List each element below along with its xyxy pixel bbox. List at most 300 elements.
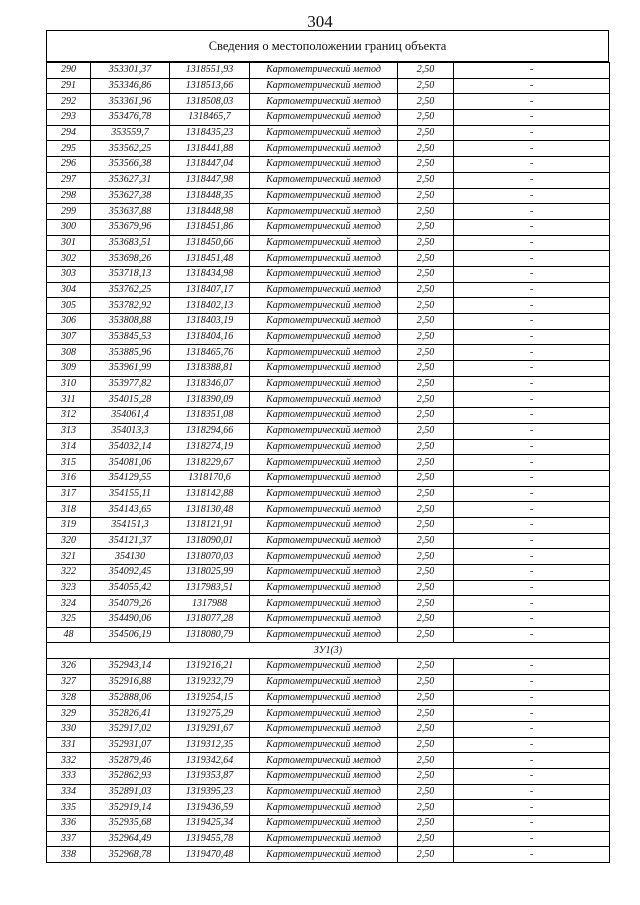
coordinate-y-cell: 1318451,48 xyxy=(170,251,250,267)
table-row xyxy=(47,376,610,392)
coordinate-x-cell: 354055,42 xyxy=(91,580,170,596)
point-number-cell: 315 xyxy=(47,455,91,471)
table-row xyxy=(47,94,610,110)
note-cell: - xyxy=(454,251,610,267)
coordinate-y-cell: 1318451,86 xyxy=(170,219,250,235)
coordinate-y-cell: 1318390,09 xyxy=(170,392,250,408)
note-cell: - xyxy=(454,768,610,784)
note-cell: - xyxy=(454,188,610,204)
coordinate-y-cell: 1317983,51 xyxy=(170,580,250,596)
accuracy-cell: 2,50 xyxy=(398,78,454,94)
point-number-cell: 316 xyxy=(47,470,91,486)
method-cell: Картометрический метод xyxy=(250,408,398,424)
table-row xyxy=(47,392,610,408)
note-cell: - xyxy=(454,706,610,722)
method-cell: Картометрический метод xyxy=(250,94,398,110)
accuracy-cell: 2,50 xyxy=(398,753,454,769)
accuracy-cell: 2,50 xyxy=(398,486,454,502)
table-row xyxy=(47,517,610,533)
coordinate-y-cell: 1319254,15 xyxy=(170,690,250,706)
point-number-cell: 332 xyxy=(47,753,91,769)
table-row xyxy=(47,298,610,314)
accuracy-cell: 2,50 xyxy=(398,455,454,471)
method-cell: Картометрический метод xyxy=(250,533,398,549)
table-row xyxy=(47,125,610,141)
accuracy-cell: 2,50 xyxy=(398,706,454,722)
table-row xyxy=(47,768,610,784)
point-number-cell: 320 xyxy=(47,533,91,549)
coordinate-y-cell: 1318448,98 xyxy=(170,204,250,220)
method-cell: Картометрический метод xyxy=(250,110,398,126)
coordinate-x-cell: 353718,13 xyxy=(91,266,170,282)
point-number-cell: 302 xyxy=(47,251,91,267)
method-cell: Картометрический метод xyxy=(250,690,398,706)
table-row xyxy=(47,439,610,455)
method-cell: Картометрический метод xyxy=(250,565,398,581)
point-number-cell: 296 xyxy=(47,157,91,173)
accuracy-cell: 2,50 xyxy=(398,674,454,690)
note-cell: - xyxy=(454,78,610,94)
coordinate-y-cell: 1319395,23 xyxy=(170,784,250,800)
table-row xyxy=(47,172,610,188)
note-cell: - xyxy=(454,721,610,737)
note-cell: - xyxy=(454,784,610,800)
note-cell: - xyxy=(454,753,610,769)
table-row xyxy=(47,157,610,173)
coordinate-y-cell: 1318441,88 xyxy=(170,141,250,157)
method-cell: Картометрический метод xyxy=(250,298,398,314)
table-row xyxy=(47,361,610,377)
coordinate-x-cell: 354032,14 xyxy=(91,439,170,455)
point-number-cell: 304 xyxy=(47,282,91,298)
point-number-cell: 331 xyxy=(47,737,91,753)
point-number-cell: 300 xyxy=(47,219,91,235)
coordinate-x-cell: 352931,07 xyxy=(91,737,170,753)
accuracy-cell: 2,50 xyxy=(398,94,454,110)
accuracy-cell: 2,50 xyxy=(398,470,454,486)
note-cell: - xyxy=(454,141,610,157)
note-cell: - xyxy=(454,408,610,424)
accuracy-cell: 2,50 xyxy=(398,721,454,737)
method-cell: Картометрический метод xyxy=(250,314,398,330)
accuracy-cell: 2,50 xyxy=(398,298,454,314)
coordinate-x-cell: 352919,14 xyxy=(91,800,170,816)
method-cell: Картометрический метод xyxy=(250,439,398,455)
method-cell: Картометрический метод xyxy=(250,580,398,596)
coordinate-y-cell: 1318025,99 xyxy=(170,565,250,581)
note-cell: - xyxy=(454,580,610,596)
table-title: Сведения о местоположении границ объекта xyxy=(46,30,609,62)
table-row xyxy=(47,847,610,863)
coordinate-x-cell: 353562,25 xyxy=(91,141,170,157)
point-number-cell: 290 xyxy=(47,63,91,79)
method-cell: Картометрический метод xyxy=(250,455,398,471)
note-cell: - xyxy=(454,63,610,79)
method-cell: Картометрический метод xyxy=(250,125,398,141)
method-cell: Картометрический метод xyxy=(250,753,398,769)
coordinate-y-cell: 1318388,81 xyxy=(170,361,250,377)
note-cell: - xyxy=(454,831,610,847)
coordinate-x-cell: 353977,82 xyxy=(91,376,170,392)
coordinate-x-cell: 353679,96 xyxy=(91,219,170,235)
method-cell: Картометрический метод xyxy=(250,204,398,220)
table-row xyxy=(47,314,610,330)
table-row xyxy=(47,674,610,690)
accuracy-cell: 2,50 xyxy=(398,125,454,141)
method-cell: Картометрический метод xyxy=(250,721,398,737)
note-cell: - xyxy=(454,361,610,377)
method-cell: Картометрический метод xyxy=(250,502,398,518)
coordinate-x-cell: 354129,55 xyxy=(91,470,170,486)
point-number-cell: 313 xyxy=(47,423,91,439)
method-cell: Картометрический метод xyxy=(250,549,398,565)
point-number-cell: 292 xyxy=(47,94,91,110)
accuracy-cell: 2,50 xyxy=(398,329,454,345)
accuracy-cell: 2,50 xyxy=(398,141,454,157)
accuracy-cell: 2,50 xyxy=(398,502,454,518)
coordinate-y-cell: 1318170,6 xyxy=(170,470,250,486)
accuracy-cell: 2,50 xyxy=(398,517,454,533)
method-cell: Картометрический метод xyxy=(250,219,398,235)
coordinate-x-cell: 353361,96 xyxy=(91,94,170,110)
coordinate-y-cell: 1318142,88 xyxy=(170,486,250,502)
point-number-cell: 291 xyxy=(47,78,91,94)
coordinate-y-cell: 1319291,67 xyxy=(170,721,250,737)
point-number-cell: 321 xyxy=(47,549,91,565)
coordinate-y-cell: 1318407,17 xyxy=(170,282,250,298)
method-cell: Картометрический метод xyxy=(250,63,398,79)
coordinate-x-cell: 354015,28 xyxy=(91,392,170,408)
accuracy-cell: 2,50 xyxy=(398,251,454,267)
method-cell: Картометрический метод xyxy=(250,612,398,628)
accuracy-cell: 2,50 xyxy=(398,580,454,596)
section-row xyxy=(47,643,610,659)
point-number-cell: 48 xyxy=(47,627,91,643)
point-number-cell: 333 xyxy=(47,768,91,784)
table-row xyxy=(47,329,610,345)
accuracy-cell: 2,50 xyxy=(398,172,454,188)
accuracy-cell: 2,50 xyxy=(398,612,454,628)
coordinate-y-cell: 1319436,59 xyxy=(170,800,250,816)
note-cell: - xyxy=(454,847,610,863)
accuracy-cell: 2,50 xyxy=(398,282,454,298)
accuracy-cell: 2,50 xyxy=(398,423,454,439)
coordinate-x-cell: 353683,51 xyxy=(91,235,170,251)
coordinate-y-cell: 1319455,78 xyxy=(170,831,250,847)
table-row xyxy=(47,455,610,471)
note-cell: - xyxy=(454,329,610,345)
coordinate-x-cell: 354092,45 xyxy=(91,565,170,581)
method-cell: Картометрический метод xyxy=(250,376,398,392)
accuracy-cell: 2,50 xyxy=(398,439,454,455)
coordinate-y-cell: 1318090,01 xyxy=(170,533,250,549)
coordinate-x-cell: 352879,46 xyxy=(91,753,170,769)
accuracy-cell: 2,50 xyxy=(398,235,454,251)
accuracy-cell: 2,50 xyxy=(398,533,454,549)
method-cell: Картометрический метод xyxy=(250,361,398,377)
table-row xyxy=(47,690,610,706)
accuracy-cell: 2,50 xyxy=(398,847,454,863)
point-number-cell: 305 xyxy=(47,298,91,314)
note-cell: - xyxy=(454,345,610,361)
method-cell: Картометрический метод xyxy=(250,596,398,612)
point-number-cell: 330 xyxy=(47,721,91,737)
table-row xyxy=(47,737,610,753)
note-cell: - xyxy=(454,486,610,502)
coordinate-x-cell: 353627,31 xyxy=(91,172,170,188)
table-row xyxy=(47,800,610,816)
coordinate-y-cell: 1318080,79 xyxy=(170,627,250,643)
note-cell: - xyxy=(454,392,610,408)
accuracy-cell: 2,50 xyxy=(398,110,454,126)
coordinate-x-cell: 352917,02 xyxy=(91,721,170,737)
point-number-cell: 307 xyxy=(47,329,91,345)
note-cell: - xyxy=(454,674,610,690)
table-row xyxy=(47,282,610,298)
coordinate-y-cell: 1318508,03 xyxy=(170,94,250,110)
coordinate-y-cell: 1318402,13 xyxy=(170,298,250,314)
coordinate-y-cell: 1319312,35 xyxy=(170,737,250,753)
accuracy-cell: 2,50 xyxy=(398,737,454,753)
method-cell: Картометрический метод xyxy=(250,768,398,784)
accuracy-cell: 2,50 xyxy=(398,188,454,204)
accuracy-cell: 2,50 xyxy=(398,690,454,706)
coordinate-y-cell: 1318551,93 xyxy=(170,63,250,79)
coordinate-x-cell: 354121,37 xyxy=(91,533,170,549)
coordinates-table-body xyxy=(47,63,610,863)
table-row xyxy=(47,486,610,502)
table-row xyxy=(47,63,610,79)
method-cell: Картометрический метод xyxy=(250,627,398,643)
table-row xyxy=(47,627,610,643)
note-cell: - xyxy=(454,282,610,298)
coordinate-y-cell: 1319232,79 xyxy=(170,674,250,690)
coordinate-y-cell: 1318404,16 xyxy=(170,329,250,345)
note-cell: - xyxy=(454,517,610,533)
accuracy-cell: 2,50 xyxy=(398,266,454,282)
note-cell: - xyxy=(454,376,610,392)
coordinate-x-cell: 354013,3 xyxy=(91,423,170,439)
point-number-cell: 312 xyxy=(47,408,91,424)
point-number-cell: 317 xyxy=(47,486,91,502)
accuracy-cell: 2,50 xyxy=(398,63,454,79)
method-cell: Картометрический метод xyxy=(250,737,398,753)
coordinate-x-cell: 352943,14 xyxy=(91,659,170,675)
table-row xyxy=(47,110,610,126)
table-row xyxy=(47,204,610,220)
coordinate-y-cell: 1318070,03 xyxy=(170,549,250,565)
coordinate-y-cell: 1319425,34 xyxy=(170,816,250,832)
table-row xyxy=(47,706,610,722)
table-row xyxy=(47,266,610,282)
point-number-cell: 314 xyxy=(47,439,91,455)
note-cell: - xyxy=(454,298,610,314)
method-cell: Картометрический метод xyxy=(250,800,398,816)
point-number-cell: 309 xyxy=(47,361,91,377)
accuracy-cell: 2,50 xyxy=(398,219,454,235)
coordinate-x-cell: 354151,3 xyxy=(91,517,170,533)
coordinate-y-cell: 1318351,08 xyxy=(170,408,250,424)
coordinate-y-cell: 1318294,66 xyxy=(170,423,250,439)
accuracy-cell: 2,50 xyxy=(398,784,454,800)
method-cell: Картометрический метод xyxy=(250,345,398,361)
note-cell: - xyxy=(454,423,610,439)
note-cell: - xyxy=(454,816,610,832)
table-row xyxy=(47,78,610,94)
point-number-cell: 319 xyxy=(47,517,91,533)
coordinate-y-cell: 1318450,66 xyxy=(170,235,250,251)
coordinate-x-cell: 354143,65 xyxy=(91,502,170,518)
accuracy-cell: 2,50 xyxy=(398,768,454,784)
method-cell: Картометрический метод xyxy=(250,392,398,408)
accuracy-cell: 2,50 xyxy=(398,596,454,612)
coordinate-y-cell: 1318229,67 xyxy=(170,455,250,471)
point-number-cell: 303 xyxy=(47,266,91,282)
coordinate-y-cell: 1318465,76 xyxy=(170,345,250,361)
point-number-cell: 328 xyxy=(47,690,91,706)
point-number-cell: 311 xyxy=(47,392,91,408)
coordinate-x-cell: 354155,11 xyxy=(91,486,170,502)
accuracy-cell: 2,50 xyxy=(398,659,454,675)
accuracy-cell: 2,50 xyxy=(398,392,454,408)
coordinate-x-cell: 353961,99 xyxy=(91,361,170,377)
point-number-cell: 329 xyxy=(47,706,91,722)
note-cell: - xyxy=(454,690,610,706)
coordinate-x-cell: 352964,49 xyxy=(91,831,170,847)
coordinate-y-cell: 1318447,98 xyxy=(170,172,250,188)
note-cell: - xyxy=(454,235,610,251)
coordinate-y-cell: 1318403,19 xyxy=(170,314,250,330)
coordinate-x-cell: 353627,38 xyxy=(91,188,170,204)
note-cell: - xyxy=(454,627,610,643)
table-row xyxy=(47,141,610,157)
coordinate-x-cell: 353762,25 xyxy=(91,282,170,298)
accuracy-cell: 2,50 xyxy=(398,549,454,565)
coordinate-x-cell: 354506,19 xyxy=(91,627,170,643)
method-cell: Картометрический метод xyxy=(250,831,398,847)
table-row xyxy=(47,721,610,737)
table-row xyxy=(47,345,610,361)
method-cell: Картометрический метод xyxy=(250,486,398,502)
coordinate-y-cell: 1318447,04 xyxy=(170,157,250,173)
table-row xyxy=(47,502,610,518)
accuracy-cell: 2,50 xyxy=(398,565,454,581)
note-cell: - xyxy=(454,800,610,816)
table-row xyxy=(47,251,610,267)
coordinate-x-cell: 352916,88 xyxy=(91,674,170,690)
accuracy-cell: 2,50 xyxy=(398,816,454,832)
note-cell: - xyxy=(454,204,610,220)
coordinate-y-cell: 1319470,48 xyxy=(170,847,250,863)
coordinate-y-cell: 1317988 xyxy=(170,596,250,612)
method-cell: Картометрический метод xyxy=(250,329,398,345)
method-cell: Картометрический метод xyxy=(250,141,398,157)
table-row xyxy=(47,470,610,486)
point-number-cell: 293 xyxy=(47,110,91,126)
note-cell: - xyxy=(454,157,610,173)
section-label: ЗУ1(3) xyxy=(47,643,610,659)
point-number-cell: 334 xyxy=(47,784,91,800)
point-number-cell: 318 xyxy=(47,502,91,518)
point-number-cell: 336 xyxy=(47,816,91,832)
note-cell: - xyxy=(454,533,610,549)
table-row xyxy=(47,831,610,847)
coordinate-y-cell: 1319342,64 xyxy=(170,753,250,769)
coordinate-x-cell: 353346,86 xyxy=(91,78,170,94)
point-number-cell: 310 xyxy=(47,376,91,392)
note-cell: - xyxy=(454,314,610,330)
accuracy-cell: 2,50 xyxy=(398,831,454,847)
table-row xyxy=(47,612,610,628)
coordinate-x-cell: 354130 xyxy=(91,549,170,565)
note-cell: - xyxy=(454,266,610,282)
coordinate-y-cell: 1318121,91 xyxy=(170,517,250,533)
page-number: 304 xyxy=(307,12,333,31)
accuracy-cell: 2,50 xyxy=(398,157,454,173)
accuracy-cell: 2,50 xyxy=(398,408,454,424)
coordinate-x-cell: 353301,37 xyxy=(91,63,170,79)
table-row xyxy=(47,408,610,424)
point-number-cell: 297 xyxy=(47,172,91,188)
note-cell: - xyxy=(454,172,610,188)
table-row xyxy=(47,596,610,612)
table-row xyxy=(47,533,610,549)
method-cell: Картометрический метод xyxy=(250,517,398,533)
note-cell: - xyxy=(454,565,610,581)
table-row xyxy=(47,816,610,832)
table-row xyxy=(47,423,610,439)
accuracy-cell: 2,50 xyxy=(398,627,454,643)
point-number-cell: 338 xyxy=(47,847,91,863)
point-number-cell: 299 xyxy=(47,204,91,220)
coordinate-y-cell: 1319275,29 xyxy=(170,706,250,722)
point-number-cell: 323 xyxy=(47,580,91,596)
coordinate-y-cell: 1318077,28 xyxy=(170,612,250,628)
note-cell: - xyxy=(454,549,610,565)
coordinate-x-cell: 352891,03 xyxy=(91,784,170,800)
point-number-cell: 324 xyxy=(47,596,91,612)
point-number-cell: 327 xyxy=(47,674,91,690)
table-row xyxy=(47,580,610,596)
accuracy-cell: 2,50 xyxy=(398,204,454,220)
method-cell: Картометрический метод xyxy=(250,235,398,251)
coordinate-x-cell: 353885,96 xyxy=(91,345,170,361)
method-cell: Картометрический метод xyxy=(250,251,398,267)
point-number-cell: 322 xyxy=(47,565,91,581)
coordinate-x-cell: 353476,78 xyxy=(91,110,170,126)
coordinate-y-cell: 1318448,35 xyxy=(170,188,250,204)
coordinate-x-cell: 354081,06 xyxy=(91,455,170,471)
coordinate-x-cell: 352862,93 xyxy=(91,768,170,784)
coordinate-y-cell: 1319216,21 xyxy=(170,659,250,675)
method-cell: Картометрический метод xyxy=(250,282,398,298)
accuracy-cell: 2,50 xyxy=(398,361,454,377)
method-cell: Картометрический метод xyxy=(250,706,398,722)
note-cell: - xyxy=(454,125,610,141)
coordinate-x-cell: 354079,26 xyxy=(91,596,170,612)
coordinate-y-cell: 1318130,48 xyxy=(170,502,250,518)
method-cell: Картометрический метод xyxy=(250,188,398,204)
table-row xyxy=(47,235,610,251)
coordinate-x-cell: 352935,68 xyxy=(91,816,170,832)
note-cell: - xyxy=(454,737,610,753)
coordinate-x-cell: 353637,88 xyxy=(91,204,170,220)
method-cell: Картометрический метод xyxy=(250,470,398,486)
table-row xyxy=(47,188,610,204)
point-number-cell: 337 xyxy=(47,831,91,847)
table-row xyxy=(47,549,610,565)
method-cell: Картометрический метод xyxy=(250,157,398,173)
